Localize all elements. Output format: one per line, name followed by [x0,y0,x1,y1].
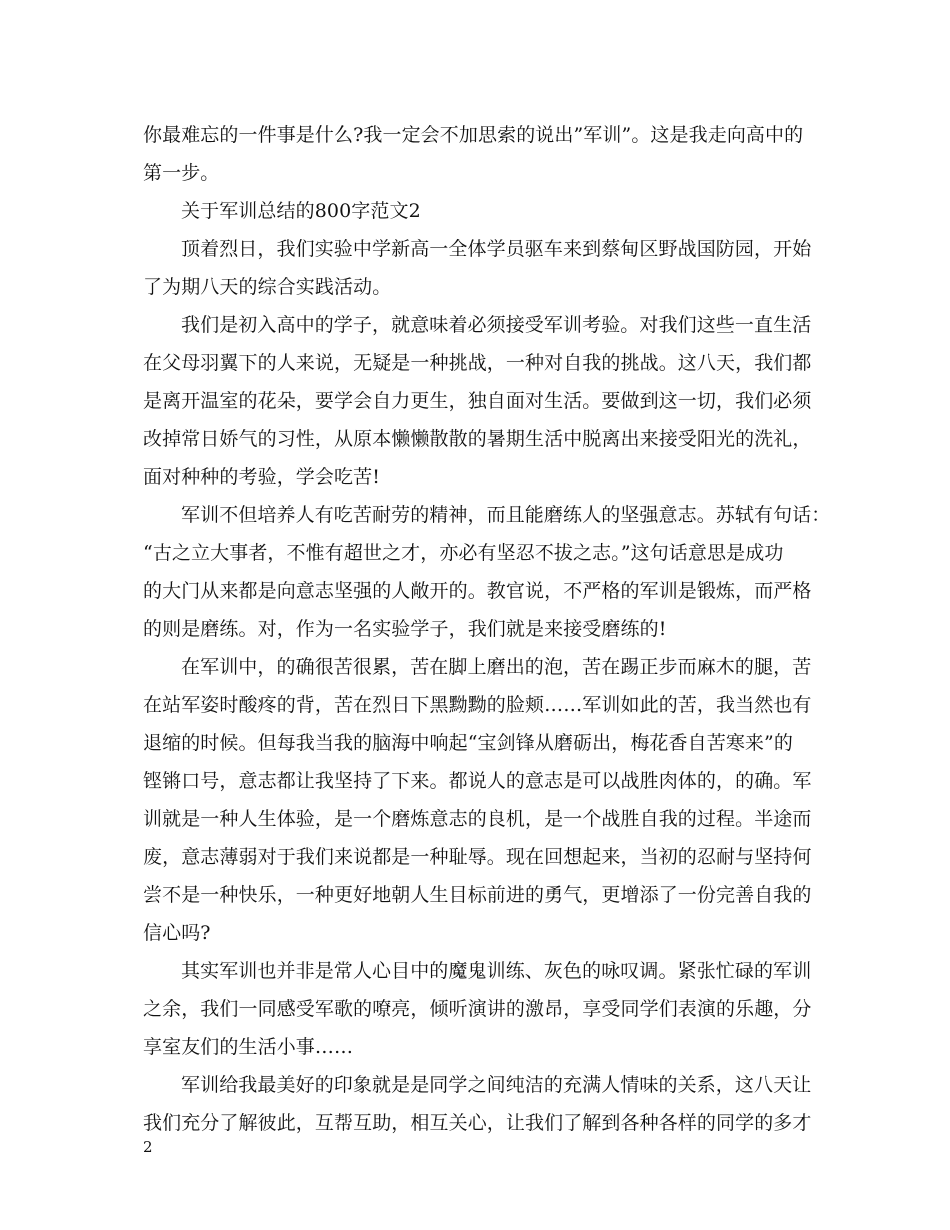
text-line: 你最难忘的一件事是什么?我一定会不加思索的说出”军训”。这是我走向高中的 [143,124,804,146]
text-line: 顶着烈日，我们实验中学新高一全体学员驱车来到蔡甸区野战国防园，开始 [181,238,812,260]
text-line: 改掉常日娇气的习性，从原本懒懒散散的暑期生活中脱离出来接受阳光的洗礼， [143,428,812,450]
text-line: 在父母羽翼下的人来说，无疑是一种挑战，一种对自我的挑战。这八天，我们都 [143,352,812,374]
text-line: 信心吗? [143,922,211,944]
text-line: 了为期八天的综合实践活动。 [143,276,392,298]
document-body [143,116,831,1142]
text-line: 铿锵口号，意志都让我坚持了下来。都说人的意志是可以战胜肉体的，的确。军 [143,770,812,792]
text-line: 其实军训也并非是常人心目中的魔鬼训练、灰色的咏叹调。紧张忙碌的军训 [181,960,812,982]
text-line: 军训不但培养人有吃苦耐劳的精神，而且能磨练人的坚强意志。苏轼有句话： [181,504,831,526]
text-line: 之余，我们一同感受军歌的嘹亮，倾听演讲的激昂，享受同学们表演的乐趣，分 [143,998,812,1020]
text-line: 在站军姿时酸疼的背，苦在烈日下黑黝黝的脸颊……军训如此的苦，我当然也有 [143,694,812,716]
text-line: 是离开温室的花朵，要学会自力更生，独自面对生活。要做到这一切，我们必须 [143,390,812,412]
text-line: 尝不是一种快乐，一种更好地朝人生目标前进的勇气，更增添了一份完善自我的 [143,884,812,906]
text-line: 面对种种的考验，学会吃苦! [143,466,380,488]
text-line: 享室友们的生活小事…… [143,1036,354,1058]
page-number: 2 [143,1138,153,1156]
text-line: 军训给我最美好的印象就是是同学之间纯洁的充满人情味的关系，这八天让 [181,1074,812,1096]
text-line: 在军训中，的确很苦很累，苦在脚上磨出的泡，苦在踢正步而麻木的腿，苦 [181,656,812,678]
text-line: 第一步。 [143,162,220,184]
text-line: 关于军训总结的800字范文2 [181,200,421,222]
text-line: 训就是一种人生体验，是一个磨炼意志的良机，是一个战胜自我的过程。半途而 [143,808,812,830]
text-line: 的则是磨练。对，作为一名实验学子，我们就是来接受磨练的! [143,618,667,640]
text-line: 我们是初入高中的学子，就意味着必须接受军训考验。对我们这些一直生活 [181,314,812,336]
text-line: 我们充分了解彼此，互帮互助，相互关心，让我们了解到各种各样的同学的多才 [143,1112,812,1134]
text-line: 的大门从来都是向意志坚强的人敞开的。教官说，不严格的军训是锻炼，而严格 [143,580,812,602]
text-line: “古之立大事者，不惟有超世之才，亦必有坚忍不拔之志。”这句话意思是成功 [143,542,784,564]
text-line: 退缩的时候。但每我当我的脑海中响起“宝剑锋从磨砺出，梅花香自苦寒来”的 [143,732,793,754]
text-line: 废，意志薄弱对于我们来说都是一种耻辱。现在回想起来，当初的忍耐与坚持何 [143,846,812,868]
